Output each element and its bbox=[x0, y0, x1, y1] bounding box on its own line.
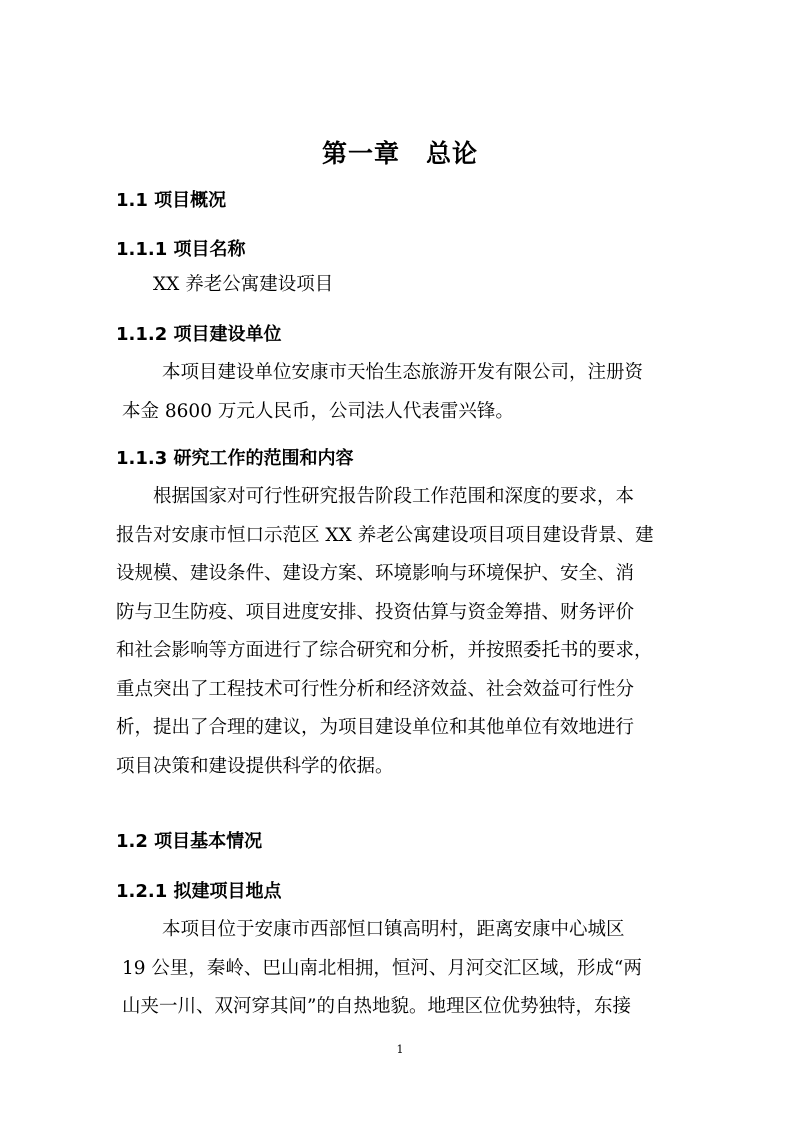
paragraph-line: 设规模、建设条件、建设方案、环境影响与环境保护、安全、消 bbox=[116, 563, 635, 584]
paragraph-line: 重点突出了工程技术可行性分析和经济效益、社会效益可行性分 bbox=[116, 678, 635, 700]
section-heading-1-1-1: 1.1.1 项目名称 bbox=[116, 239, 246, 260]
section-heading-1-1-3: 1.1.3 研究工作的范围和内容 bbox=[116, 448, 354, 469]
section-heading-1-1-2: 1.1.2 项目建设单位 bbox=[116, 324, 282, 345]
chapter-title: 第一章 总论 bbox=[321, 139, 478, 168]
paragraph-line: 项目决策和建设提供科学的依据。 bbox=[116, 755, 394, 777]
section-heading-1-2: 1.2 项目基本情况 bbox=[116, 831, 263, 852]
paragraph-line: XX 养老公寓建设项目 bbox=[153, 274, 334, 295]
research-scope-paragraph bbox=[116, 478, 686, 786]
paragraph-line: 本金 8600 万元人民币，公司法人代表雷兴锋。 bbox=[122, 400, 514, 422]
project-location-paragraph bbox=[116, 911, 686, 1027]
paragraph-line: 山夹一川、双河穿其间”的自热地貌。地理区位优势独特，东接 bbox=[122, 996, 631, 1017]
paragraph-line: 19 公里，秦岭、巴山南北相拥，恒河、月河交汇区域，形成“两 bbox=[122, 957, 642, 979]
section-heading-1-2-1: 1.2.1 拟建项目地点 bbox=[116, 881, 282, 902]
paragraph-line: 报告对安康市恒口示范区 XX 养老公寓建设项目项目建设背景、建 bbox=[116, 524, 654, 546]
paragraph-line: 析，提出了合理的建议，为项目建设单位和其他单位有效地进行 bbox=[116, 717, 635, 738]
project-name-paragraph bbox=[153, 266, 723, 305]
paragraph-line: 根据国家对可行性研究报告阶段工作范围和深度的要求，本 bbox=[153, 486, 635, 507]
page-number: 1 bbox=[396, 1043, 404, 1056]
paragraph-line: 防与卫生防疫、项目进度安排、投资估算与资金筹措、财务评价 bbox=[116, 601, 635, 623]
section-heading-1-1: 1.1 项目概况 bbox=[116, 190, 227, 211]
paragraph-line: 和社会影响等方面进行了综合研究和分析，并按照委托书的要求， bbox=[116, 640, 653, 661]
paragraph-line: 本项目位于安康市西部恒口镇高明村，距离安康中心城区 bbox=[162, 919, 625, 940]
construction-unit-paragraph bbox=[116, 354, 686, 431]
paragraph-line: 本项目建设单位安康市天怡生态旅游开发有限公司，注册资 bbox=[162, 362, 644, 383]
